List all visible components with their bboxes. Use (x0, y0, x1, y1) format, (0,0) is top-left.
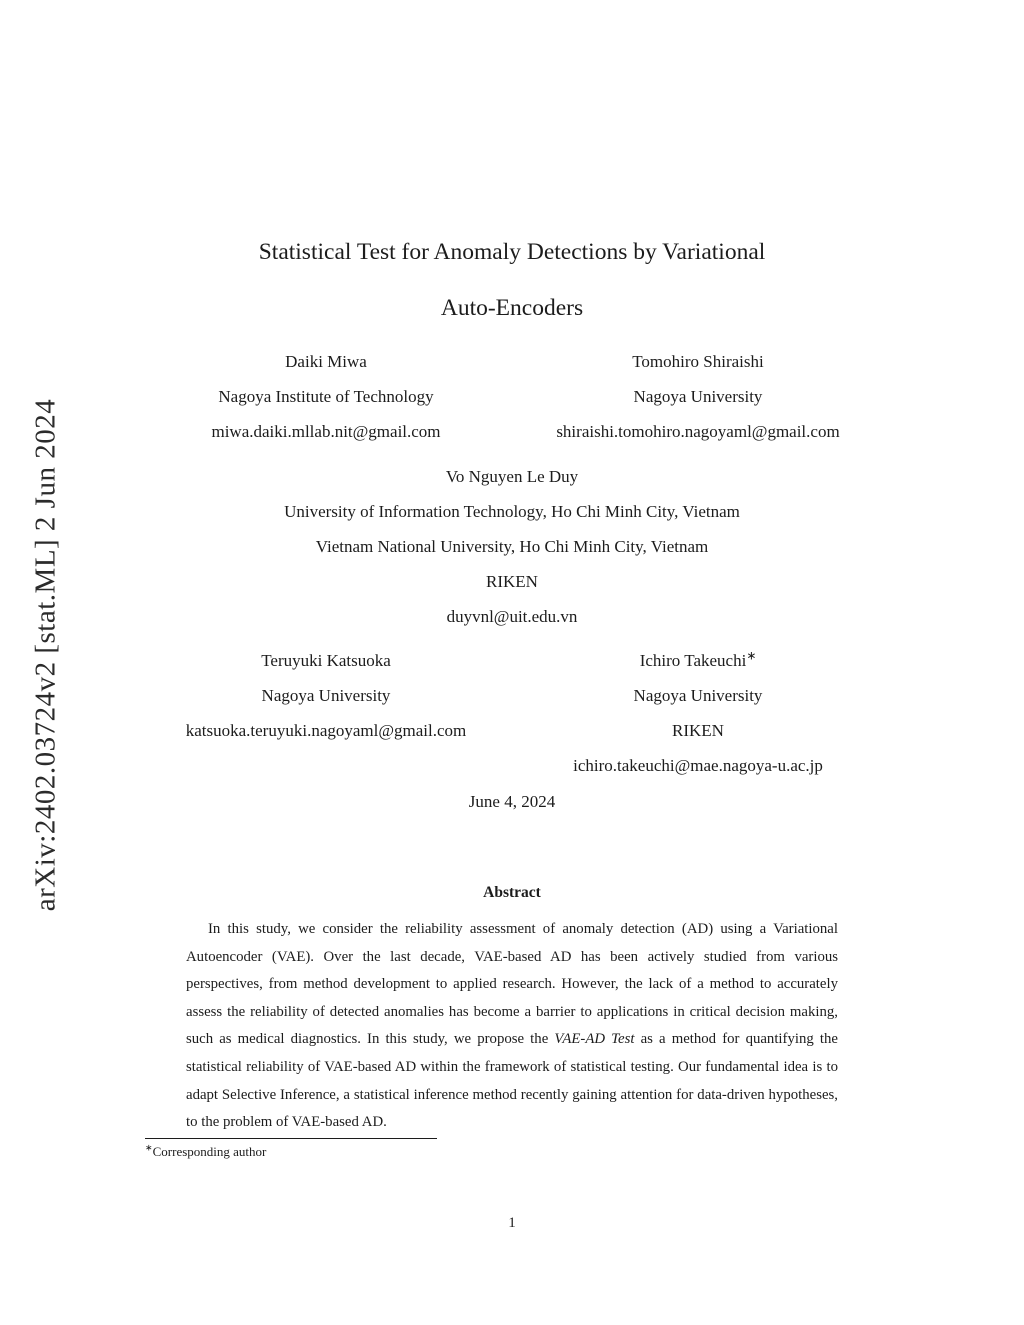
footnote-text (145, 1144, 885, 1160)
paper-title-line2: Auto-Encoders (440, 295, 584, 321)
corresponding-author-marker: ∗ (746, 648, 757, 663)
abstract-text (186, 916, 838, 1137)
abstract-heading: Abstract (483, 884, 541, 901)
author-name: Vo Nguyen Le Duy (445, 467, 579, 486)
footnote-marker: ∗ (145, 1142, 153, 1153)
abstract-part1: In this study, we consider the reliability assessment of anomaly detection (AD) using a Variational Autoencoder (VAE). Over the last decade, VAE-based AD has been actively studied from various perspectives, from method development to applied research. However, the lack of a method to accurately assess the reliability of detected anomalies has become a barrier to applications in critical decision making, such as medical diagnostics. In this study, we propose the (186, 921, 838, 1048)
abstract-italic-term: VAE-AD Test (554, 1031, 635, 1048)
author-affiliation: RIKEN (486, 572, 538, 591)
author-tomohiro-shiraishi (512, 344, 884, 449)
author-daiki-miwa (140, 344, 512, 449)
footnote (145, 1138, 885, 1160)
authors-row-2 (0, 643, 1024, 783)
author-email: katsuoka.teruyuki.nagoyaml@gmail.com (185, 721, 467, 740)
footnote-label: Corresponding author (152, 1144, 267, 1159)
author-affiliation: Nagoya University (261, 686, 391, 705)
page-number: 1 (508, 1215, 516, 1231)
author-vo-nguyen-le-duy (0, 459, 1024, 634)
author-affiliation: Nagoya University (633, 387, 763, 406)
author-name: Tomohiro Shiraishi (632, 352, 764, 371)
arxiv-watermark: arXiv:2402.03724v2 [stat.ML] 2 Jun 2024 (29, 398, 62, 912)
author-name-text: Ichiro Takeuchi (639, 651, 747, 670)
author-affiliation: Nagoya University (633, 686, 763, 705)
paper-title-line1: Statistical Test for Anomaly Detections by Variational (258, 239, 766, 265)
author-name (512, 643, 884, 678)
footnote-rule (145, 1138, 437, 1139)
author-name-text: Teruyuki Katsuoka (261, 651, 391, 670)
paper-title (0, 224, 1024, 336)
author-affiliation: RIKEN (672, 721, 724, 740)
paper-date: June 4, 2024 (468, 792, 556, 811)
author-affiliation: Nagoya Institute of Technology (218, 387, 434, 406)
author-email: duyvnl@uit.edu.vn (446, 607, 578, 626)
author-name (140, 643, 512, 678)
author-email: miwa.daiki.mllab.nit@gmail.com (211, 422, 441, 441)
author-affiliation: Vietnam National University, Ho Chi Minh City, Vietnam (315, 537, 709, 556)
author-ichiro-takeuchi (512, 643, 884, 783)
author-email: ichiro.takeuchi@mae.nagoya-u.ac.jp (573, 756, 823, 775)
author-email: shiraishi.tomohiro.nagoyaml@gmail.com (556, 422, 840, 441)
author-teruyuki-katsuoka (140, 643, 512, 783)
author-affiliation: University of Information Technology, Ho Chi Minh City, Vietnam (284, 502, 740, 521)
abstract-part2: as a method for quantifying the statistical reliability of VAE-based AD within the framework of statistical testing. Our fundamental idea is to adapt Selective Inference, a statistical inference method recently gaining attention for data-driven hypotheses, to the problem of VAE-based AD. (186, 1031, 838, 1131)
authors-row-1 (0, 344, 1024, 449)
author-name: Daiki Miwa (285, 352, 367, 371)
